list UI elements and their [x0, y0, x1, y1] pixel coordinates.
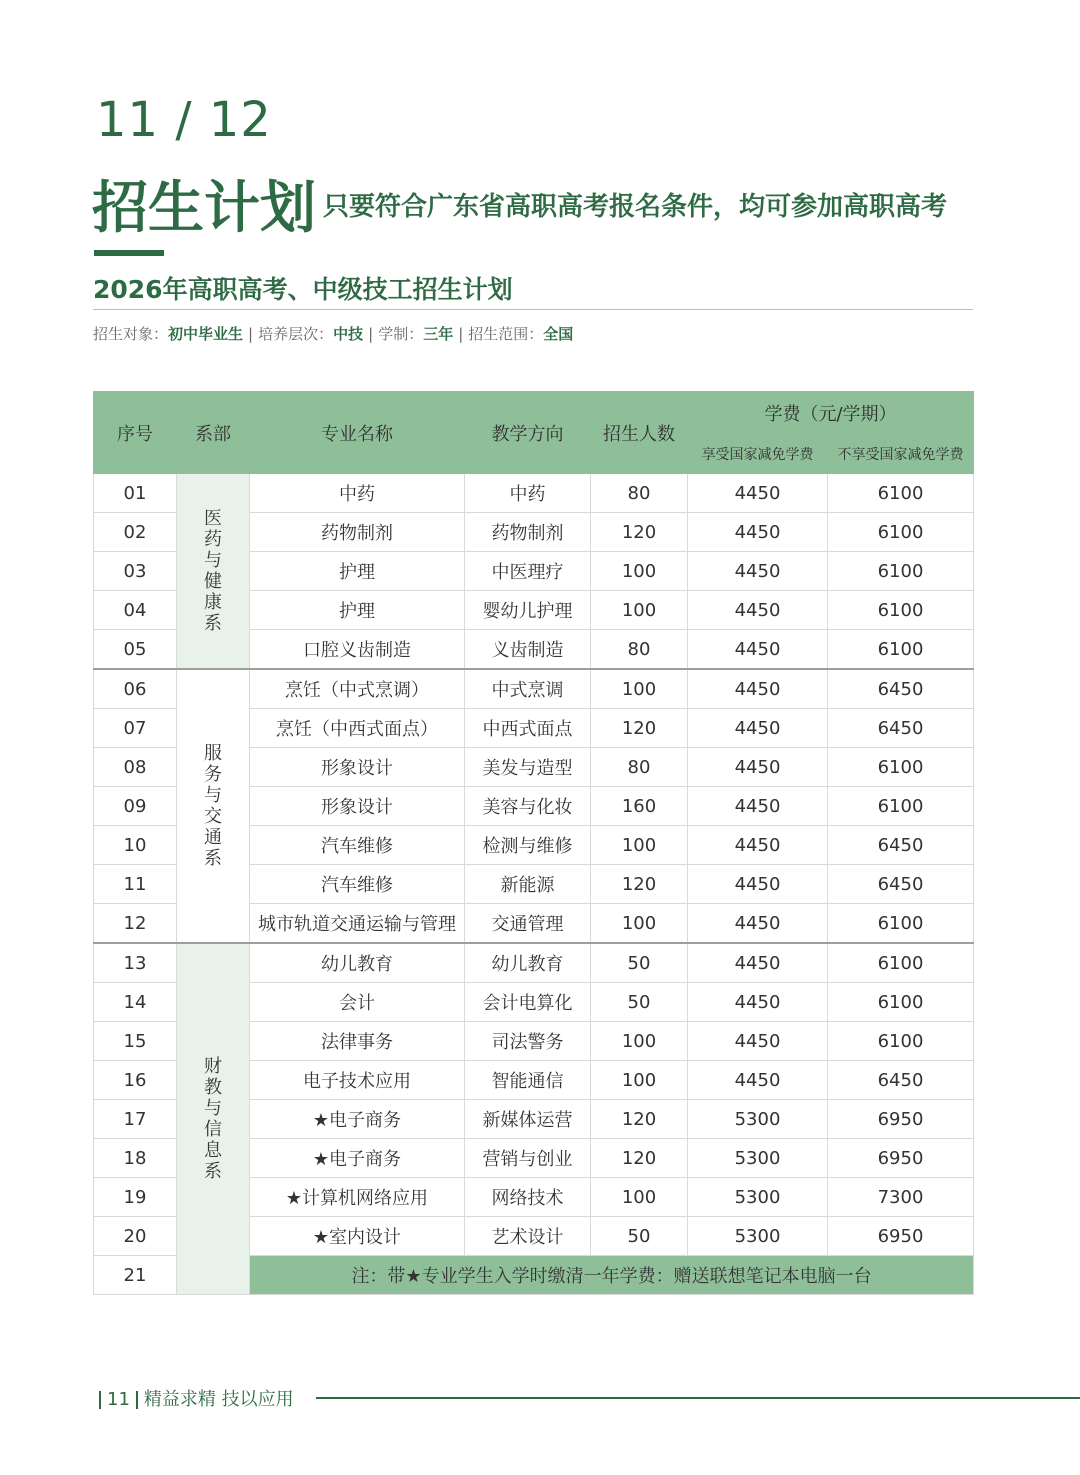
quota-cell: 100 [591, 669, 688, 709]
fee-reduced-cell: 5300 [688, 1139, 828, 1178]
direction-cell: 新能源 [465, 865, 591, 904]
major-cell: 口腔义齿制造 [250, 630, 465, 670]
major-cell: 电子技术应用 [250, 1061, 465, 1100]
page-number: 11 / 12 [96, 92, 272, 148]
major-cell: 护理 [250, 552, 465, 591]
fee-reduced-cell: 5300 [688, 1217, 828, 1256]
quota-cell: 80 [591, 748, 688, 787]
major-cell: 护理 [250, 591, 465, 630]
fee-reduced-cell: 4450 [688, 591, 828, 630]
quota-cell: 80 [591, 474, 688, 513]
row-no: 02 [94, 513, 177, 552]
header-direction: 教学方向 [465, 392, 591, 474]
footer-page: 11 [107, 1389, 130, 1410]
direction-cell: 婴幼儿护理 [465, 591, 591, 630]
fee-full-cell: 6100 [828, 513, 974, 552]
row-no: 20 [94, 1217, 177, 1256]
direction-cell: 中药 [465, 474, 591, 513]
row-no: 06 [94, 669, 177, 709]
section-subtitle: 2026年高职高考、中级技工招生计划 [93, 275, 513, 304]
fee-full-cell: 6450 [828, 826, 974, 865]
direction-cell: 艺术设计 [465, 1217, 591, 1256]
department-name: 医药与健康系 [204, 508, 222, 634]
major-cell: 形象设计 [250, 748, 465, 787]
quota-cell: 160 [591, 787, 688, 826]
quota-cell: 50 [591, 983, 688, 1022]
fee-reduced-cell: 4450 [688, 826, 828, 865]
fee-full-cell: 7300 [828, 1178, 974, 1217]
row-no: 10 [94, 826, 177, 865]
row-no: 04 [94, 591, 177, 630]
fee-full-cell: 6100 [828, 1022, 974, 1061]
quota-cell: 100 [591, 1061, 688, 1100]
quota-cell: 100 [591, 1178, 688, 1217]
fee-reduced-cell: 4450 [688, 552, 828, 591]
direction-cell: 中西式面点 [465, 709, 591, 748]
header-fee: 学费（元/学期） [688, 392, 974, 435]
direction-cell: 药物制剂 [465, 513, 591, 552]
row-no: 14 [94, 983, 177, 1022]
major-cell: 烹饪（中式烹调） [250, 669, 465, 709]
footer [93, 1385, 294, 1411]
table-note: 注：带★专业学生入学时缴清一年学费：赠送联想笔记本电脑一台 [250, 1256, 974, 1295]
fee-reduced-cell: 4450 [688, 865, 828, 904]
header-fee-reduced: 享受国家减免学费 [688, 435, 828, 474]
fee-reduced-cell: 4450 [688, 787, 828, 826]
department-cell [177, 943, 250, 1295]
fee-full-cell: 6450 [828, 709, 974, 748]
direction-cell: 中式烹调 [465, 669, 591, 709]
row-no: 07 [94, 709, 177, 748]
fee-reduced-cell: 4450 [688, 669, 828, 709]
major-cell: 幼儿教育 [250, 943, 465, 983]
quota-cell: 100 [591, 1022, 688, 1061]
target-label: 招生对象： [93, 325, 169, 343]
fee-reduced-cell: 4450 [688, 474, 828, 513]
row-no: 11 [94, 865, 177, 904]
quota-cell: 100 [591, 591, 688, 630]
major-cell: 汽车维修 [250, 826, 465, 865]
quota-cell: 50 [591, 943, 688, 983]
fee-full-cell: 6450 [828, 1061, 974, 1100]
direction-cell: 义齿制造 [465, 630, 591, 670]
department-name: 财教与信息系 [204, 1056, 222, 1182]
fee-full-cell: 6100 [828, 552, 974, 591]
duration-value: 三年 [423, 325, 454, 343]
direction-cell: 网络技术 [465, 1178, 591, 1217]
level-value: 中技 [333, 325, 364, 343]
divider [93, 309, 973, 310]
row-no: 01 [94, 474, 177, 513]
fee-reduced-cell: 4450 [688, 748, 828, 787]
fee-full-cell: 6100 [828, 943, 974, 983]
scope-label: 招生范围： [468, 325, 544, 343]
direction-cell: 幼儿教育 [465, 943, 591, 983]
footer-bar [136, 1391, 138, 1409]
direction-cell: 会计电算化 [465, 983, 591, 1022]
direction-cell: 美发与造型 [465, 748, 591, 787]
page-title: 招生计划 [92, 176, 316, 241]
scope-value: 全国 [543, 325, 574, 343]
quota-cell: 100 [591, 826, 688, 865]
direction-cell: 交通管理 [465, 904, 591, 944]
quota-cell: 100 [591, 904, 688, 944]
direction-cell: 中医理疗 [465, 552, 591, 591]
target-value: 初中毕业生 [168, 325, 244, 343]
fee-full-cell: 6950 [828, 1139, 974, 1178]
footer-bar [99, 1391, 101, 1409]
footer-line [316, 1397, 1080, 1399]
row-no: 12 [94, 904, 177, 944]
fee-reduced-cell: 4450 [688, 1022, 828, 1061]
quota-cell: 120 [591, 513, 688, 552]
major-cell: ★电子商务 [250, 1139, 465, 1178]
fee-full-cell: 6100 [828, 787, 974, 826]
direction-cell: 检测与维修 [465, 826, 591, 865]
fee-reduced-cell: 4450 [688, 983, 828, 1022]
department-cell [177, 474, 250, 670]
row-no: 16 [94, 1061, 177, 1100]
fee-reduced-cell: 4450 [688, 943, 828, 983]
fee-full-cell: 6100 [828, 904, 974, 944]
fee-reduced-cell: 4450 [688, 1061, 828, 1100]
major-cell: ★电子商务 [250, 1100, 465, 1139]
direction-cell: 智能通信 [465, 1061, 591, 1100]
row-no: 05 [94, 630, 177, 670]
major-cell: 中药 [250, 474, 465, 513]
row-no: 13 [94, 943, 177, 983]
department-cell [177, 669, 250, 943]
enrollment-plan-table [93, 391, 974, 1295]
fee-full-cell: 6450 [828, 865, 974, 904]
major-cell: 城市轨道交通运输与管理 [250, 904, 465, 944]
major-cell: 形象设计 [250, 787, 465, 826]
quota-cell: 120 [591, 865, 688, 904]
fee-full-cell: 6100 [828, 748, 974, 787]
fee-full-cell: 6100 [828, 630, 974, 670]
header-dept: 系部 [177, 392, 250, 474]
header-fee-full: 不享受国家减免学费 [828, 435, 974, 474]
tagline: 只要符合广东省高职高考报名条件，均可参加高职高考 [323, 192, 948, 222]
row-no: 19 [94, 1178, 177, 1217]
fee-reduced-cell: 4450 [688, 709, 828, 748]
row-no: 17 [94, 1100, 177, 1139]
major-cell: 汽车维修 [250, 865, 465, 904]
major-cell: 药物制剂 [250, 513, 465, 552]
fee-reduced-cell: 5300 [688, 1100, 828, 1139]
fee-reduced-cell: 4450 [688, 513, 828, 552]
fee-full-cell: 6100 [828, 591, 974, 630]
header-quota: 招生人数 [591, 392, 688, 474]
quota-cell: 100 [591, 552, 688, 591]
fee-reduced-cell: 4450 [688, 630, 828, 670]
fee-reduced-cell: 4450 [688, 904, 828, 944]
major-cell: 会计 [250, 983, 465, 1022]
row-no: 21 [94, 1256, 177, 1295]
quota-cell: 50 [591, 1217, 688, 1256]
row-no: 08 [94, 748, 177, 787]
major-cell: 烹饪（中西式面点） [250, 709, 465, 748]
row-no: 15 [94, 1022, 177, 1061]
fee-full-cell: 6950 [828, 1217, 974, 1256]
quota-cell: 120 [591, 1139, 688, 1178]
fee-full-cell: 6100 [828, 474, 974, 513]
fee-full-cell: 6100 [828, 983, 974, 1022]
major-cell: ★计算机网络应用 [250, 1178, 465, 1217]
table-row [94, 943, 974, 983]
quota-cell: 120 [591, 709, 688, 748]
fee-full-cell: 6950 [828, 1100, 974, 1139]
header-no: 序号 [94, 392, 177, 474]
table-row [94, 669, 974, 709]
level-label: 培养层次： [258, 325, 334, 343]
major-cell: ★室内设计 [250, 1217, 465, 1256]
fee-full-cell: 6450 [828, 669, 974, 709]
table-row [94, 474, 974, 513]
header-major: 专业名称 [250, 392, 465, 474]
duration-label: 学制： [378, 325, 424, 343]
quota-cell: 80 [591, 630, 688, 670]
row-no: 03 [94, 552, 177, 591]
department-name: 服务与交通系 [204, 743, 222, 869]
direction-cell: 新媒体运营 [465, 1100, 591, 1139]
fee-reduced-cell: 5300 [688, 1178, 828, 1217]
row-no: 09 [94, 787, 177, 826]
footer-slogan: 精益求精 技以应用 [143, 1389, 294, 1410]
direction-cell: 营销与创业 [465, 1139, 591, 1178]
row-no: 18 [94, 1139, 177, 1178]
direction-cell: 司法警务 [465, 1022, 591, 1061]
direction-cell: 美容与化妆 [465, 787, 591, 826]
enrollment-info: 招生对象：初中毕业生 | 培养层次：中技 | 学制：三年 | 招生范围：全国 [93, 325, 574, 343]
quota-cell: 120 [591, 1100, 688, 1139]
title-underline [94, 250, 164, 256]
major-cell: 法律事务 [250, 1022, 465, 1061]
